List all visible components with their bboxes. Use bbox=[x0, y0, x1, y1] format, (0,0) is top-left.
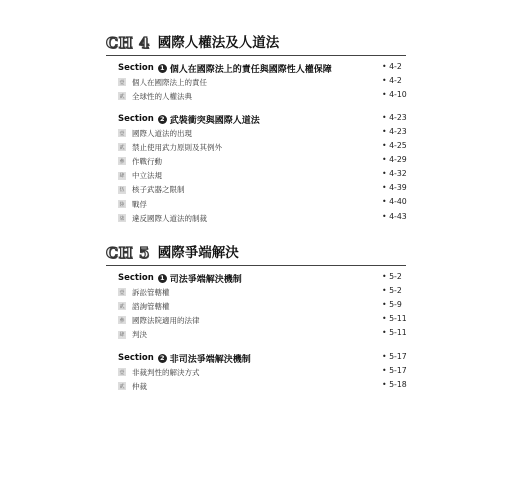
item-title: 全球性的人權法典 bbox=[132, 91, 192, 101]
section-title: 武裝衝突與國際人道法 bbox=[169, 115, 260, 126]
section-page: • 4-2 bbox=[382, 62, 402, 71]
chapter-title: 國際爭端解決 bbox=[157, 245, 239, 261]
toc-item[interactable] bbox=[118, 299, 408, 313]
section-number-badge: 2 bbox=[158, 354, 167, 363]
item-badge: 貳 bbox=[119, 303, 125, 310]
item-badge: 肆 bbox=[119, 332, 125, 339]
item-badge: 壹 bbox=[119, 289, 125, 296]
toc-item[interactable] bbox=[118, 154, 408, 168]
item-page: • 4-32 bbox=[382, 169, 407, 178]
item-title: 諮詢管轄權 bbox=[132, 301, 170, 311]
item-badge: 柒 bbox=[119, 215, 125, 222]
section-label: Section bbox=[118, 353, 154, 363]
section-heading[interactable] bbox=[118, 112, 408, 126]
item-title: 國際法院適用的法律 bbox=[132, 315, 200, 325]
item-badge: 參 bbox=[119, 158, 125, 165]
item-badge: 伍 bbox=[119, 187, 125, 194]
section-label: Section bbox=[118, 63, 154, 73]
item-page: • 5-2 bbox=[382, 286, 402, 295]
toc-item[interactable] bbox=[118, 126, 408, 140]
section-2 bbox=[118, 351, 408, 393]
item-title: 仲裁 bbox=[132, 381, 147, 391]
section-number-badge: 1 bbox=[158, 274, 167, 283]
item-page: • 4-40 bbox=[382, 197, 407, 206]
toc-item[interactable] bbox=[118, 75, 408, 89]
chapter-title: 國際人權法及人道法 bbox=[157, 35, 280, 51]
toc-item[interactable] bbox=[118, 197, 408, 211]
item-page: • 5-11 bbox=[382, 314, 407, 323]
item-title: 國際人道法的出現 bbox=[132, 128, 192, 138]
toc-item[interactable] bbox=[118, 169, 408, 183]
item-page: • 4-10 bbox=[382, 90, 407, 99]
toc-item[interactable] bbox=[118, 328, 408, 342]
chapter-tag: CH 4 bbox=[106, 34, 150, 52]
section-1 bbox=[118, 271, 408, 342]
section-page: • 5-17 bbox=[382, 352, 407, 361]
item-page: • 4-25 bbox=[382, 141, 407, 150]
item-title: 核子武器之限制 bbox=[132, 185, 185, 195]
section-label: Section bbox=[118, 273, 154, 283]
item-title: 中立法規 bbox=[132, 171, 162, 181]
section-page: • 5-2 bbox=[382, 272, 402, 281]
toc-item[interactable] bbox=[118, 365, 408, 379]
item-badge: 壹 bbox=[119, 130, 125, 137]
toc-item[interactable] bbox=[118, 285, 408, 299]
item-page: • 5-11 bbox=[382, 328, 407, 337]
chapter-tag: CH 5 bbox=[106, 244, 150, 262]
section-page: • 4-23 bbox=[382, 113, 407, 122]
item-badge: 貳 bbox=[119, 383, 125, 390]
toc-item[interactable] bbox=[118, 89, 408, 103]
item-title: 判決 bbox=[132, 330, 147, 340]
item-badge: 肆 bbox=[119, 173, 125, 180]
item-badge: 貳 bbox=[119, 144, 125, 151]
chapter-heading bbox=[106, 240, 406, 262]
section-title: 個人在國際法上的責任與國際性人權保障 bbox=[169, 64, 332, 75]
item-page: • 5-9 bbox=[382, 300, 402, 309]
item-page: • 5-17 bbox=[382, 366, 407, 375]
section-number-badge: 2 bbox=[158, 115, 167, 124]
section-1 bbox=[118, 61, 408, 103]
item-page: • 4-29 bbox=[382, 155, 407, 164]
section-title: 非司法爭端解決機制 bbox=[169, 354, 251, 365]
item-title: 戰俘 bbox=[132, 199, 147, 209]
chapter-heading bbox=[106, 30, 406, 52]
item-badge: 壹 bbox=[119, 369, 125, 376]
chapter-4 bbox=[106, 30, 407, 223]
item-page: • 5-18 bbox=[382, 380, 407, 389]
item-page: • 4-39 bbox=[382, 183, 407, 192]
section-title: 司法爭端解決機制 bbox=[169, 274, 242, 285]
section-heading[interactable] bbox=[118, 351, 408, 365]
section-number-badge: 1 bbox=[158, 64, 167, 73]
toc-item[interactable] bbox=[118, 379, 408, 393]
item-title: 非裁判性的解決方式 bbox=[132, 367, 200, 377]
chapter-divider bbox=[106, 55, 406, 56]
toc-item[interactable] bbox=[118, 183, 408, 197]
item-badge: 壹 bbox=[119, 79, 125, 86]
item-page: • 4-43 bbox=[382, 212, 407, 221]
toc-item[interactable] bbox=[118, 140, 408, 154]
section-heading[interactable] bbox=[118, 61, 408, 75]
toc-item[interactable] bbox=[118, 211, 408, 225]
item-badge: 參 bbox=[119, 317, 125, 324]
item-badge: 陸 bbox=[119, 201, 125, 208]
item-title: 禁止使用武力原則及其例外 bbox=[132, 142, 222, 152]
item-title: 訴訟管轄權 bbox=[132, 287, 170, 297]
chapter-divider bbox=[106, 265, 406, 266]
chapter-5 bbox=[106, 240, 407, 391]
section-label: Section bbox=[118, 114, 154, 124]
section-heading[interactable] bbox=[118, 271, 408, 285]
toc-item[interactable] bbox=[118, 313, 408, 327]
item-title: 作戰行動 bbox=[132, 156, 162, 166]
section-2 bbox=[118, 112, 408, 225]
item-page: • 4-23 bbox=[382, 127, 407, 136]
item-badge: 貳 bbox=[119, 93, 125, 100]
item-title: 個人在國際法上的責任 bbox=[132, 77, 207, 87]
item-page: • 4-2 bbox=[382, 76, 402, 85]
item-title: 違反國際人道法的制裁 bbox=[132, 213, 207, 223]
